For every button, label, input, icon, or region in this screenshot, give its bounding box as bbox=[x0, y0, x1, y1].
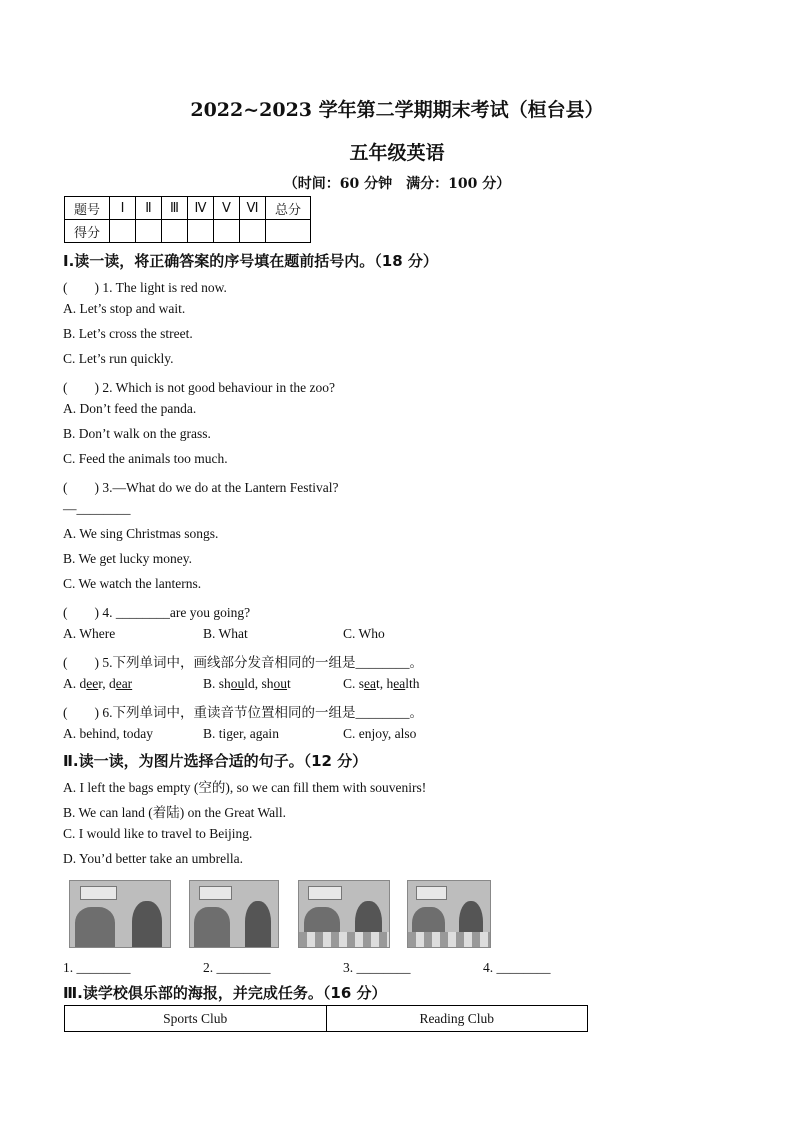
sentence-d: D. You’d better take an umbrella. bbox=[63, 851, 243, 866]
score-header-cell: Ⅰ bbox=[110, 197, 136, 220]
text: B. sh bbox=[203, 676, 231, 691]
text: r, d bbox=[98, 676, 116, 691]
score-header-cell: Ⅴ bbox=[214, 197, 240, 220]
q3-option-b: B. We get lucky money. bbox=[63, 551, 193, 566]
score-input-cell[interactable] bbox=[266, 220, 311, 243]
q5-option-b bbox=[203, 676, 291, 692]
underlined-letters: ou bbox=[230, 676, 245, 691]
picture-2 bbox=[189, 880, 279, 948]
q1-option-c: C. Let’s run quickly. bbox=[63, 351, 174, 366]
q1-option-b: B. Let’s cross the street. bbox=[63, 326, 193, 341]
sentence-b: B. We can land (着陆) on the Great Wall. bbox=[63, 805, 287, 820]
picture-4 bbox=[407, 880, 491, 948]
q5-option-a bbox=[63, 676, 132, 692]
score-input-cell[interactable] bbox=[136, 220, 162, 243]
score-header-cell: Ⅱ bbox=[136, 197, 162, 220]
question-5: ( ) 5.下列单词中，画线部分发音相同的一组是________。 bbox=[63, 655, 423, 670]
sentence-a: A. I left the bags empty (空的), so we can fill them with souvenirs! bbox=[63, 780, 427, 795]
score-table-score-row bbox=[65, 220, 311, 243]
exam-subtitle: 五年级英语 bbox=[349, 142, 445, 164]
q4-option-b: B. What bbox=[203, 626, 248, 641]
club-poster-table bbox=[64, 1005, 588, 1032]
q6-option-a: A. behind, today bbox=[63, 726, 153, 741]
score-header-cell: Ⅲ bbox=[162, 197, 188, 220]
picture-answer-3: 3. ________ bbox=[343, 960, 411, 975]
q6-option-b: B. tiger, again bbox=[203, 726, 279, 741]
exam-info: （时间：60 分钟 满分：100 分） bbox=[283, 176, 511, 192]
underlined-letters: ou bbox=[273, 676, 288, 691]
q2-option-b: B. Don’t walk on the grass. bbox=[63, 426, 211, 441]
score-table-header-row bbox=[65, 197, 311, 220]
text: t, h bbox=[376, 676, 394, 691]
q5-option-c bbox=[343, 676, 420, 692]
score-header-cell: 题号 bbox=[65, 197, 110, 220]
sentence-c: C. I would like to travel to Beijing. bbox=[63, 826, 253, 841]
score-table bbox=[64, 196, 311, 243]
picture-answer-1: 1. ________ bbox=[63, 960, 131, 975]
q2-option-a: A. Don’t feed the panda. bbox=[63, 401, 197, 416]
score-input-cell[interactable] bbox=[188, 220, 214, 243]
score-header-cell: Ⅵ bbox=[240, 197, 266, 220]
question-3: ( ) 3.—What do we do at the Lantern Festival? bbox=[63, 480, 339, 495]
score-row-label: 得分 bbox=[65, 220, 110, 243]
underlined-letters: ee bbox=[86, 676, 99, 691]
q3-option-a: A. We sing Christmas songs. bbox=[63, 526, 219, 541]
reading-club-cell: Reading Club bbox=[326, 1006, 588, 1032]
underlined-letters: ear bbox=[115, 676, 133, 691]
q4-option-c: C. Who bbox=[343, 626, 385, 641]
section2-heading: Ⅱ.读一读，为图片选择合适的句子。（12 分） bbox=[63, 752, 368, 770]
q6-option-c: C. enjoy, also bbox=[343, 726, 417, 741]
text: A. d bbox=[63, 676, 87, 691]
score-input-cell[interactable] bbox=[214, 220, 240, 243]
club-row bbox=[65, 1006, 588, 1032]
score-input-cell[interactable] bbox=[240, 220, 266, 243]
exam-title: 2022~2023 学年第二学期期末考试（桓台县） bbox=[190, 99, 604, 121]
question-6: ( ) 6.下列单词中，重读音节位置相同的一组是________。 bbox=[63, 705, 423, 720]
question-4: ( ) 4. ________are you going? bbox=[63, 605, 251, 620]
underlined-letters: ea bbox=[393, 676, 406, 691]
text: C. s bbox=[343, 676, 365, 691]
picture-answer-4: 4. ________ bbox=[483, 960, 551, 975]
text: ld, sh bbox=[244, 676, 274, 691]
picture-1 bbox=[69, 880, 171, 948]
score-header-cell: Ⅳ bbox=[188, 197, 214, 220]
q3-option-c: C. We watch the lanterns. bbox=[63, 576, 202, 591]
picture-answer-2: 2. ________ bbox=[203, 960, 271, 975]
question-2: ( ) 2. Which is not good behaviour in the zoo? bbox=[63, 380, 335, 395]
underlined-letters: ea bbox=[364, 676, 376, 691]
q1-option-a: A. Let’s stop and wait. bbox=[63, 301, 186, 316]
score-input-cell[interactable] bbox=[162, 220, 188, 243]
picture-3 bbox=[298, 880, 390, 948]
score-input-cell[interactable] bbox=[110, 220, 136, 243]
q3-answer-blank: —________ bbox=[63, 501, 131, 516]
sports-club-cell: Sports Club bbox=[65, 1006, 327, 1032]
q2-option-c: C. Feed the animals too much. bbox=[63, 451, 228, 466]
question-1: ( ) 1. The light is red now. bbox=[63, 280, 227, 295]
section1-heading: Ⅰ.读一读，将正确答案的序号填在题前括号内。（18 分） bbox=[63, 252, 438, 270]
section3-heading: Ⅲ.读学校俱乐部的海报，并完成任务。（16 分） bbox=[63, 984, 387, 1002]
q4-option-a: A. Where bbox=[63, 626, 116, 641]
text: lth bbox=[405, 676, 420, 691]
score-header-cell: 总分 bbox=[266, 197, 311, 220]
text: t bbox=[287, 676, 291, 691]
